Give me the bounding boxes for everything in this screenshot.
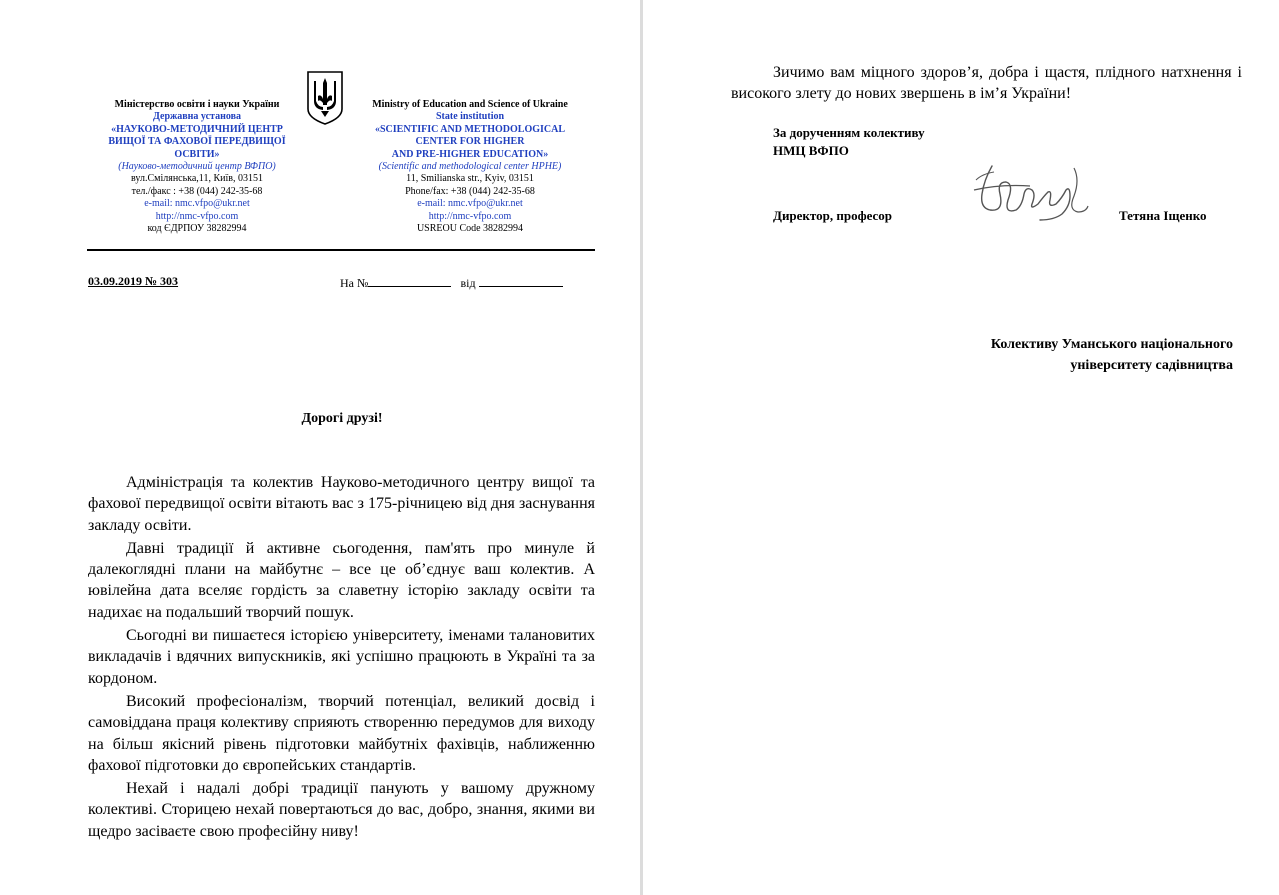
institution-name-en-3: AND PRE-HIGHER EDUCATION» xyxy=(391,148,549,160)
addressee-line-2: університету садівництва xyxy=(1070,358,1233,373)
handwritten-signature xyxy=(970,160,1090,224)
ref-number-blank xyxy=(368,274,451,287)
greeting: Дорогі друзі! xyxy=(301,411,383,426)
document-page-2 xyxy=(643,0,1279,895)
body-paragraph: Високий професіоналізм, творчий потенціал, великий досвід і самовіддана праця колективу сприяють створенню передумов для виходу на більш якісний рівень підготовки майбутніх фахівців, наближенню фахової підготовки до європейських стандартів. xyxy=(88,692,595,774)
ministry-en: Ministry of Education and Science of Ukraine xyxy=(372,99,568,110)
phone-en: Phone/fax: +38 (044) 242-35-68 xyxy=(405,185,535,197)
short-name-en: (Scientific and methodological center HPHE) xyxy=(378,161,562,173)
address-ua: вул.Смілянська,11, Київ, 03151 xyxy=(131,173,263,185)
body-paragraph: Нехай і надалі добрі традиції панують у вашому дружному колективі. Сторицею нехай повертаються до вас, добро, знання, якими ви щедро засіваєте свою професійну ниву! xyxy=(88,780,595,840)
signatory-name: Тетяна Іщенко xyxy=(1119,208,1207,223)
trident-icon xyxy=(306,71,344,125)
website-ua[interactable]: http://nmc-vfpo.com xyxy=(155,210,239,222)
from-label: від xyxy=(460,276,476,290)
institution-name-ua-3: ОСВІТИ» xyxy=(174,148,220,160)
addressee-line-1: Колективу Уманського національного xyxy=(990,337,1233,352)
institution-name-en-1: «SCIENTIFIC AND METHODOLOGICAL xyxy=(374,123,566,135)
email-ua[interactable]: e-mail: nmc.vfpo@ukr.net xyxy=(144,198,250,210)
institution-type-en: State institution xyxy=(435,111,505,123)
institution-name-ua-2: ВИЩОЇ ТА ФАХОВОЇ ПЕРЕДВИЩОЇ xyxy=(108,136,286,148)
phone-ua: тел./факс : +38 (044) 242-35-68 xyxy=(131,185,263,197)
on-behalf-line-1: За дорученням колективу xyxy=(773,125,925,140)
body-paragraph: Адміністрація та колектив Науково-методичного центру вищої та фахової передвищої освіти вітають вас з 175-річницею від дня заснування закладу освіти. xyxy=(88,474,595,534)
ministry-ua: Міністерство освіти і науки України xyxy=(114,99,280,110)
outgoing-date-number: 03.09.2019 № 303 xyxy=(88,274,179,288)
ref-label: На № xyxy=(340,276,369,290)
signatory-title: Директор, професор xyxy=(773,208,893,223)
reference-line xyxy=(340,274,563,291)
letterhead-right xyxy=(352,99,588,235)
institution-type-ua: Державна установа xyxy=(153,111,241,123)
on-behalf-line-2: НМЦ ВФПО xyxy=(773,143,849,158)
address-en: 11, Smilianska str., Kyiv, 03151 xyxy=(406,173,534,185)
letter-body xyxy=(88,472,595,844)
short-name-ua: (Науково-методичний центр ВФПО) xyxy=(118,161,276,173)
letterhead-left xyxy=(88,99,306,235)
ref-date-blank xyxy=(479,274,563,287)
website-en[interactable]: http://nmc-vfpo.com xyxy=(428,210,512,222)
letterhead-divider xyxy=(87,249,595,251)
addressee xyxy=(991,334,1233,376)
code-ua: код ЄДРПОУ 38282994 xyxy=(147,223,247,235)
body-paragraph: Сьогодні ви пишаєтеся історією університету, іменами талановитих викладачів і вдячних випускників, які успішно працюють в Україні та за кордоном. xyxy=(88,627,595,687)
email-en[interactable]: e-mail: nmc.vfpo@ukr.net xyxy=(417,198,523,210)
code-en: USREOU Code 38282994 xyxy=(416,223,524,235)
institution-name-ua-1: «НАУКОВО-МЕТОДИЧНИЙ ЦЕНТР xyxy=(111,123,283,135)
closing-wish: Зичимо вам міцного здоров’я, добра і щастя, плідного натхнення і високого злету до нових звершень в ім’я України! xyxy=(731,64,1242,103)
on-behalf-note xyxy=(773,124,925,160)
body-paragraph: Давні традиції й активне сьогодення, пам'ять про минуле й далекоглядні плани на майбутнє – все це об’єднує ваш колектив. А ювілейна дата вселяє гордість за славетну історію закладу освіти та надихає на подальший творчий пошук. xyxy=(88,539,595,621)
institution-name-en-2: CENTER FOR HIGHER xyxy=(415,136,525,148)
